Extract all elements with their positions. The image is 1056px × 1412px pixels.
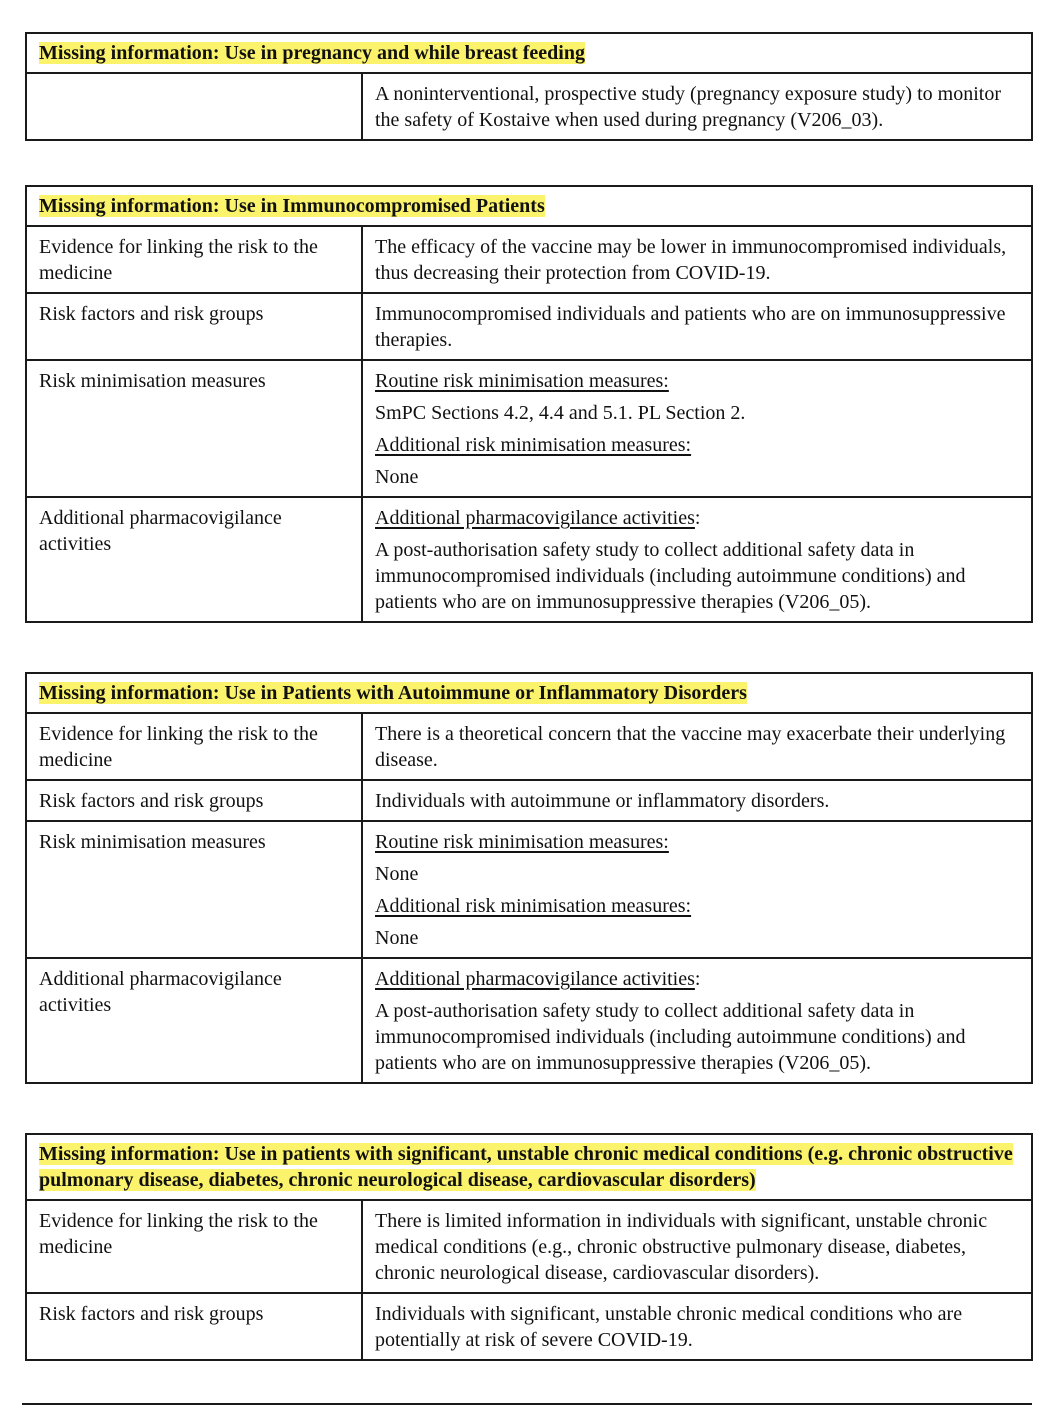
table-heading-cell (26, 1134, 1032, 1200)
pv-label: Additional pharmacovigilance activities (26, 497, 362, 622)
table-row-risk-factors (26, 293, 1032, 360)
risk-factors-text: Immunocompromised individuals and patients who are on immunosuppressive therapies. (362, 293, 1032, 360)
table-heading-row (26, 186, 1032, 226)
table-autoimmune (25, 672, 1033, 1084)
risk-min-cell (362, 360, 1032, 497)
bottom-rule (22, 1403, 1032, 1405)
evidence-text: The efficacy of the vaccine may be lower in immunocompromised individuals, thus decreasing their protection from COVID-19. (362, 226, 1032, 293)
evidence-label: Evidence for linking the risk to the medicine (26, 1200, 362, 1293)
table-row-risk-factors (26, 780, 1032, 821)
table-heading: Missing information: Use in Patients with Autoimmune or Inflammatory Disorders (39, 682, 747, 704)
table-row-risk-minimisation (26, 821, 1032, 958)
table-row-evidence (26, 713, 1032, 780)
additional-title: Additional risk minimisation measures: (375, 434, 692, 456)
table-heading-cell (26, 186, 1032, 226)
table-chronic-conditions (25, 1133, 1033, 1361)
pv-title-line (375, 505, 1021, 531)
table-row-pharmacovigilance (26, 497, 1032, 622)
evidence-text: There is limited information in individuals with significant, unstable chronic medical conditions (e.g., chronic obstructive pulmonary disease, diabetes, chronic neurological disease, cardiovascular disorders). (362, 1200, 1032, 1293)
risk-factors-text: Individuals with autoimmune or inflammatory disorders. (362, 780, 1032, 821)
table-row (26, 73, 1032, 140)
pv-title: Additional pharmacovigilance activities (375, 507, 695, 529)
table-pregnancy (25, 32, 1033, 141)
risk-min-cell (362, 821, 1032, 958)
table-heading-row (26, 673, 1032, 713)
row-label (26, 73, 362, 140)
risk-factors-label: Risk factors and risk groups (26, 1293, 362, 1360)
pv-title-suffix: : (694, 507, 701, 529)
routine-title: Routine risk minimisation measures: (375, 831, 669, 853)
additional-text: None (375, 466, 419, 488)
table-heading: Missing information: Use in Immunocompromised Patients (39, 195, 545, 217)
pv-label: Additional pharmacovigilance activities (26, 958, 362, 1083)
risk-factors-label: Risk factors and risk groups (26, 780, 362, 821)
additional-text: None (375, 927, 419, 949)
row-text: A noninterventional, prospective study (pregnancy exposure study) to monitor the safety of Kostaive when used during pregnancy (V206_03). (362, 73, 1032, 140)
evidence-text: There is a theoretical concern that the vaccine may exacerbate their underlying disease. (362, 713, 1032, 780)
risk-min-label: Risk minimisation measures (26, 360, 362, 497)
pv-title: Additional pharmacovigilance activities (375, 968, 695, 990)
table-heading-cell (26, 673, 1032, 713)
routine-text: SmPC Sections 4.2, 4.4 and 5.1. PL Section 2. (375, 402, 746, 424)
pv-title-line (375, 966, 1021, 992)
evidence-label: Evidence for linking the risk to the medicine (26, 226, 362, 293)
table-row-evidence (26, 1200, 1032, 1293)
pv-cell (362, 958, 1032, 1083)
table-immunocompromised (25, 185, 1033, 623)
table-heading: Missing information: Use in patients with significant, unstable chronic medical conditions (e.g. chronic obstructive pulmonary disease, diabetes, chronic neurological disease, cardiovascular disorders) (39, 1143, 1013, 1191)
pv-cell (362, 497, 1032, 622)
table-heading: Missing information: Use in pregnancy and while breast feeding (39, 42, 585, 64)
table-heading-row (26, 1134, 1032, 1200)
pv-title-suffix: : (694, 968, 701, 990)
additional-title: Additional risk minimisation measures: (375, 895, 692, 917)
routine-text: None (375, 863, 419, 885)
pv-text: A post-authorisation safety study to collect additional safety data in immunocompromised individuals (including autoimmune conditions) and patients who are on immunosuppressive therapies (V206_05). (375, 539, 966, 613)
table-row-risk-factors (26, 1293, 1032, 1360)
routine-title: Routine risk minimisation measures: (375, 370, 669, 392)
risk-factors-label: Risk factors and risk groups (26, 293, 362, 360)
risk-min-label: Risk minimisation measures (26, 821, 362, 958)
table-row-evidence (26, 226, 1032, 293)
table-heading-cell (26, 33, 1032, 73)
risk-factors-text: Individuals with significant, unstable chronic medical conditions who are potentially at risk of severe COVID-19. (362, 1293, 1032, 1360)
table-heading-row (26, 33, 1032, 73)
evidence-label: Evidence for linking the risk to the medicine (26, 713, 362, 780)
pv-text: A post-authorisation safety study to collect additional safety data in immunocompromised individuals (including autoimmune conditions) and patients who are on immunosuppressive therapies (V206_05). (375, 1000, 966, 1074)
table-row-pharmacovigilance (26, 958, 1032, 1083)
table-row-risk-minimisation (26, 360, 1032, 497)
